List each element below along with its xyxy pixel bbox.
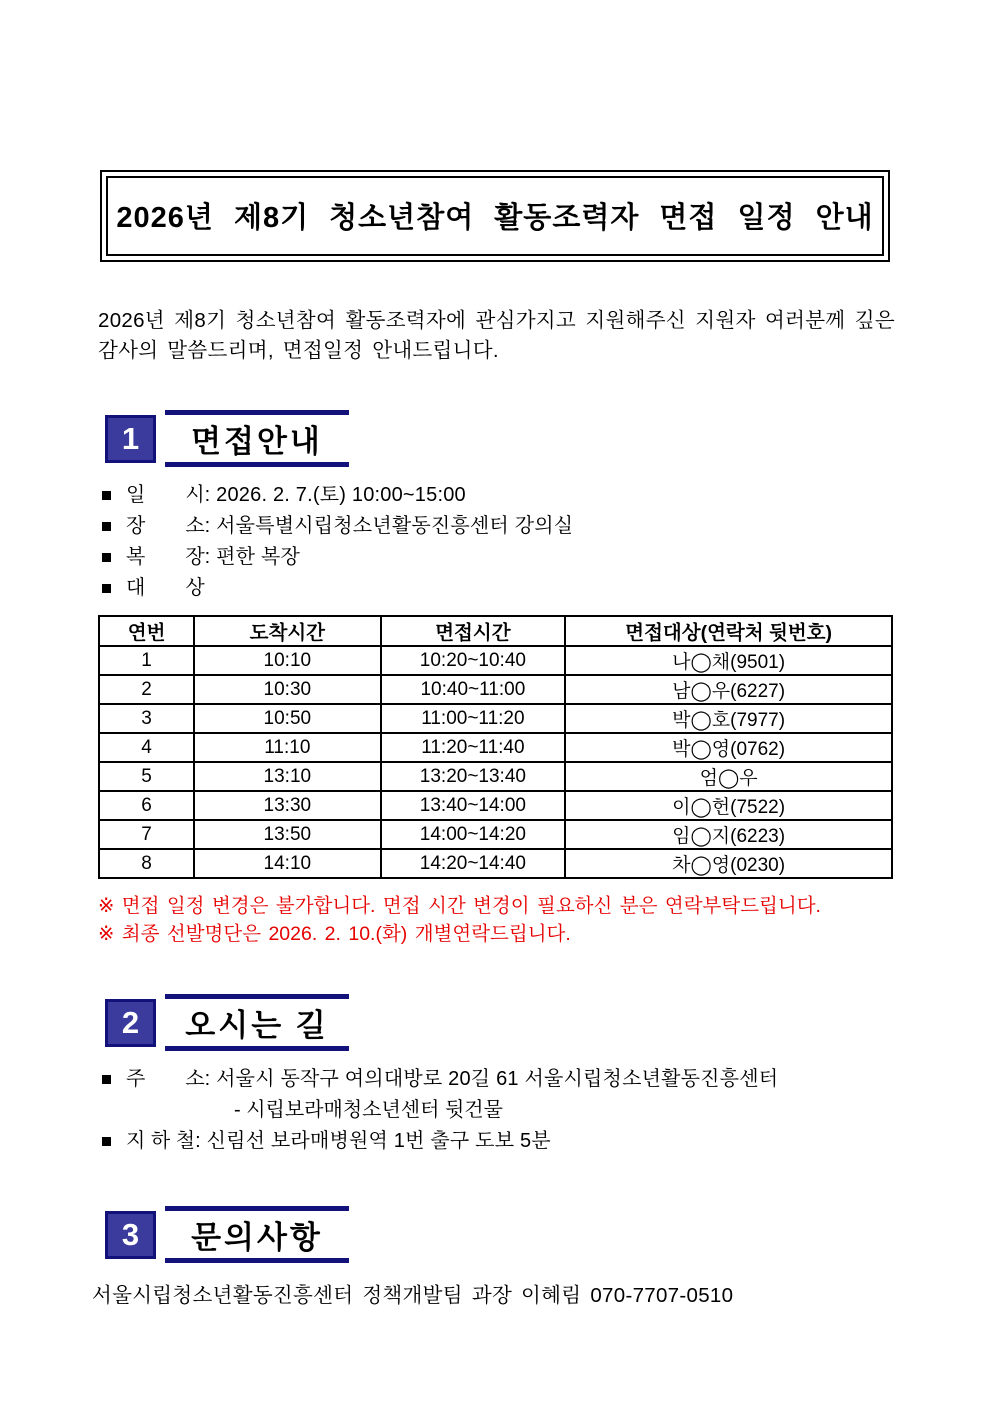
cell-no: 7 bbox=[99, 820, 194, 849]
table-row bbox=[99, 733, 892, 762]
item-value: : 신림선 보라매병원역 1번 출구 도보 5분 bbox=[195, 1130, 551, 1152]
list-item-subway bbox=[100, 1126, 992, 1157]
cell-interview: 14:00~14:20 bbox=[381, 820, 566, 849]
contact-line: 서울시립청소년활동진흥센터 정책개발팀 과장 이혜림 070-7707-0510 bbox=[92, 1284, 734, 1307]
bullet-square-icon bbox=[102, 553, 111, 562]
bullet-square-icon bbox=[102, 1137, 111, 1146]
bullet-square-icon bbox=[102, 522, 111, 531]
list-item-dresscode bbox=[100, 542, 992, 573]
cell-interview: 14:20~14:40 bbox=[381, 849, 566, 878]
cell-interview: 11:00~11:20 bbox=[381, 704, 566, 733]
section-3-title: 문의사항 bbox=[165, 1206, 349, 1263]
cell-no: 6 bbox=[99, 791, 194, 820]
cell-arrival: 14:10 bbox=[194, 849, 380, 878]
item-label: 일 시 bbox=[126, 484, 205, 506]
section-1-number-badge: 1 bbox=[105, 415, 156, 463]
cell-no: 1 bbox=[99, 646, 194, 675]
cell-target: 박◯호(7977) bbox=[565, 704, 892, 733]
item-label: 복 장 bbox=[126, 546, 205, 568]
list-item-place bbox=[100, 511, 992, 542]
intro-paragraph: 2026년 제8기 청소년참여 활동조력자에 관심가지고 지원해주신 지원자 여러분께 깊은 감사의 말씀드리며, 면접일정 안내드립니다. bbox=[98, 309, 895, 362]
cell-interview: 13:20~13:40 bbox=[381, 762, 566, 791]
column-header-interview: 면접시간 bbox=[381, 616, 566, 646]
table-row bbox=[99, 849, 892, 878]
list-item-target bbox=[100, 573, 992, 604]
item-label: 지 하 철 bbox=[126, 1130, 196, 1152]
cell-target: 이◯헌(7522) bbox=[565, 791, 892, 820]
section-1-title: 면접안내 bbox=[165, 410, 349, 467]
section-2-number-badge: 2 bbox=[105, 999, 156, 1047]
cell-no: 5 bbox=[99, 762, 194, 791]
note-line: ※ 최종 선발명단은 2026. 2. 10.(화) 개별연락드립니다. bbox=[98, 923, 571, 945]
cell-interview: 11:20~11:40 bbox=[381, 733, 566, 762]
cell-arrival: 10:30 bbox=[194, 675, 380, 704]
item-value: : 편한 복장 bbox=[204, 546, 300, 568]
bullet-square-icon bbox=[102, 1075, 111, 1084]
cell-no: 2 bbox=[99, 675, 194, 704]
section-3-heading bbox=[105, 1206, 992, 1263]
table-header-row bbox=[99, 616, 892, 646]
cell-arrival: 10:10 bbox=[194, 646, 380, 675]
cell-interview: 13:40~14:00 bbox=[381, 791, 566, 820]
table-row bbox=[99, 820, 892, 849]
cell-target: 차◯영(0230) bbox=[565, 849, 892, 878]
cell-no: 8 bbox=[99, 849, 194, 878]
cell-arrival: 13:30 bbox=[194, 791, 380, 820]
item-label: 장 소 bbox=[126, 515, 205, 537]
bullet-square-icon bbox=[102, 584, 111, 593]
cell-target: 나◯채(9501) bbox=[565, 646, 892, 675]
column-header-arrival: 도착시간 bbox=[194, 616, 380, 646]
table-row bbox=[99, 791, 892, 820]
table-row bbox=[99, 646, 892, 675]
table-row bbox=[99, 675, 892, 704]
schedule-notes bbox=[98, 892, 992, 948]
item-value: : 서울시 동작구 여의대방로 20길 61 서울시립청소년활동진흥센터 bbox=[204, 1068, 779, 1090]
item-label: 대 상 bbox=[126, 577, 205, 599]
interview-schedule-table bbox=[98, 615, 893, 879]
section-2-heading bbox=[105, 994, 992, 1051]
cell-target: 박◯영(0762) bbox=[565, 733, 892, 762]
address-sub-line: - 시립보라매청소년센터 뒷건물 bbox=[234, 1099, 503, 1121]
cell-interview: 10:20~10:40 bbox=[381, 646, 566, 675]
title-box-inner bbox=[106, 176, 884, 256]
cell-target: 임◯지(6223) bbox=[565, 820, 892, 849]
bullet-square-icon bbox=[102, 491, 111, 500]
section-1-heading bbox=[105, 410, 992, 467]
table-row bbox=[99, 762, 892, 791]
item-value: : 서울특별시립청소년활동진흥센터 강의실 bbox=[204, 515, 574, 537]
column-header-target: 면접대상(연락처 뒷번호) bbox=[565, 616, 892, 646]
page-title: 2026년 제8기 청소년참여 활동조력자 면접 일정 안내 bbox=[116, 202, 874, 234]
cell-no: 4 bbox=[99, 733, 194, 762]
table-row bbox=[99, 704, 892, 733]
cell-target: 엄◯우 bbox=[565, 762, 892, 791]
cell-arrival: 13:50 bbox=[194, 820, 380, 849]
cell-arrival: 13:10 bbox=[194, 762, 380, 791]
note-line: ※ 면접 일정 변경은 불가합니다. 면접 시간 변경이 필요하신 분은 연락부탁드립니다. bbox=[98, 895, 821, 917]
list-item-address bbox=[100, 1064, 992, 1095]
list-item-datetime bbox=[100, 480, 992, 511]
cell-arrival: 11:10 bbox=[194, 733, 380, 762]
section-2-title: 오시는 길 bbox=[165, 994, 349, 1051]
cell-target: 남◯우(6227) bbox=[565, 675, 892, 704]
item-value: : 2026. 2. 7.(토) 10:00~15:00 bbox=[204, 484, 466, 506]
section-3-number-badge: 3 bbox=[105, 1211, 156, 1259]
cell-no: 3 bbox=[99, 704, 194, 733]
column-header-no: 연번 bbox=[99, 616, 194, 646]
title-box bbox=[100, 170, 890, 262]
cell-arrival: 10:50 bbox=[194, 704, 380, 733]
cell-interview: 10:40~11:00 bbox=[381, 675, 566, 704]
item-label: 주 소 bbox=[126, 1068, 205, 1090]
interview-info-list bbox=[100, 480, 992, 604]
directions-list bbox=[100, 1064, 992, 1157]
